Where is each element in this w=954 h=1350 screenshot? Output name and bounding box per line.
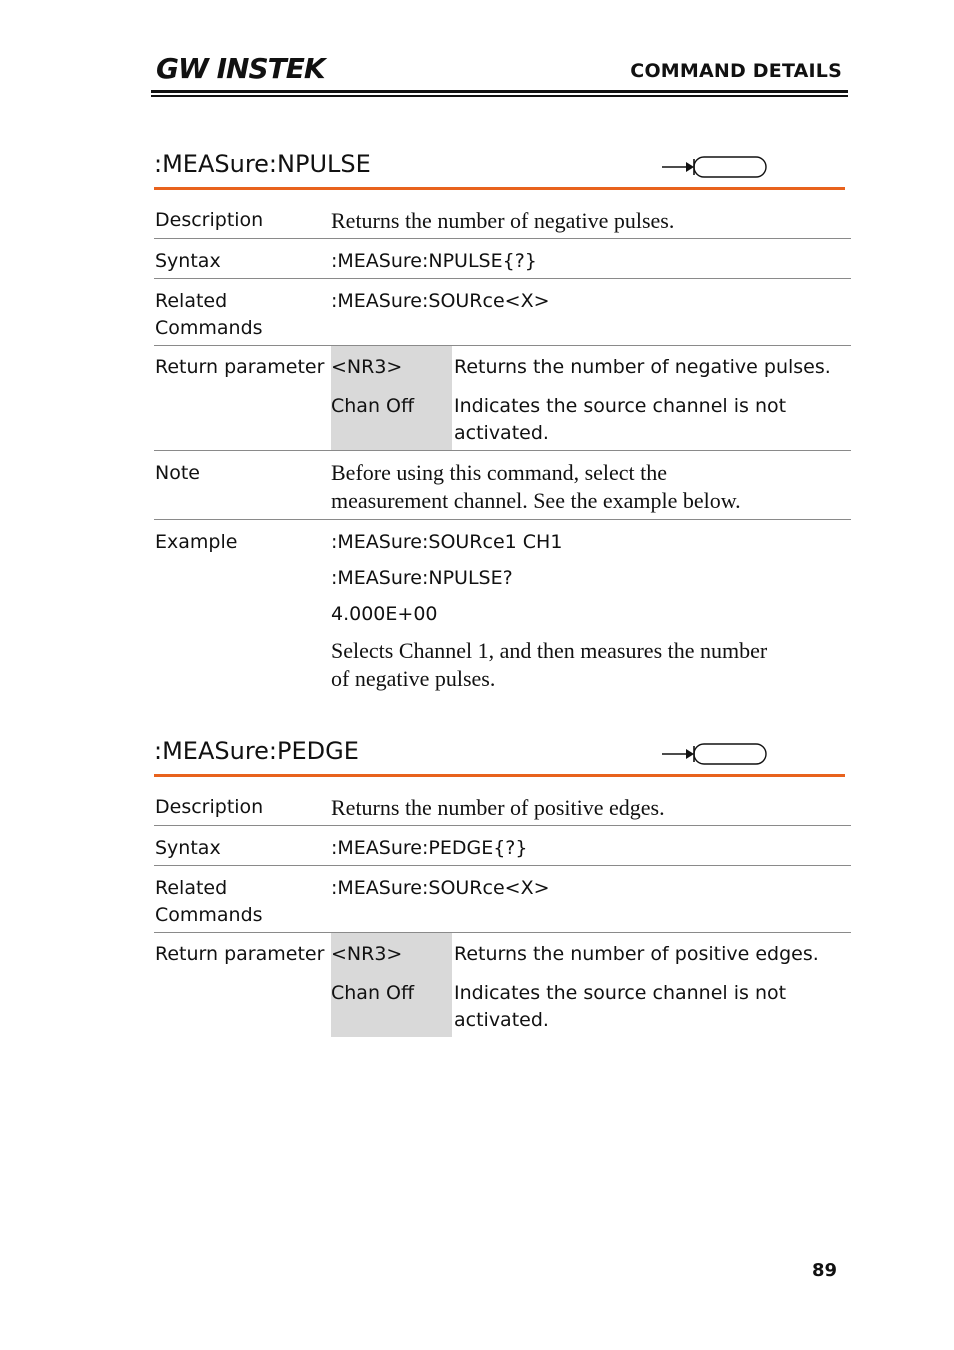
example-label: Example	[155, 531, 238, 553]
syntax-label: Syntax	[155, 837, 221, 859]
related-command: :MEASure:SOURce<X>	[331, 877, 550, 899]
row-divider	[154, 450, 851, 451]
row-divider	[154, 932, 851, 933]
example-line: 4.000E+00	[331, 603, 438, 625]
return-param-nr3: <NR3>	[331, 943, 403, 965]
query-arrow-icon	[660, 155, 768, 179]
return-param-nr3-desc: Returns the number of negative pulses.	[454, 356, 831, 378]
return-parameter-label: Return parameter	[155, 943, 325, 965]
example-line: :MEASure:SOURce1 CH1	[331, 531, 563, 553]
related-label-line2: Commands	[155, 904, 263, 926]
header-rule	[151, 90, 848, 93]
syntax-label: Syntax	[155, 250, 221, 272]
return-param-nr3-desc: Returns the number of positive edges.	[454, 943, 819, 965]
return-param-nr3: <NR3>	[331, 356, 403, 378]
row-divider	[154, 865, 851, 866]
related-label: Related	[155, 877, 228, 899]
return-param-chan-off-desc: Indicates the source channel is not	[454, 395, 787, 417]
gw-instek-logo	[156, 52, 328, 84]
related-command: :MEASure:SOURce<X>	[331, 290, 550, 312]
row-divider	[154, 825, 851, 826]
row-divider	[154, 519, 851, 520]
return-param-chan-off: Chan Off	[331, 395, 415, 417]
example-description-line2: of negative pulses.	[331, 666, 496, 691]
return-param-chan-off-desc: Indicates the source channel is not	[454, 982, 787, 1004]
header-section-title: COMMAND DETAILS	[630, 60, 842, 82]
return-parameter-label: Return parameter	[155, 356, 325, 378]
header-rule-thin	[151, 95, 848, 97]
syntax-text: :MEASure:NPULSE{?}	[331, 250, 537, 272]
related-label: Related	[155, 290, 228, 312]
command-title: :MEASure:NPULSE	[154, 150, 371, 178]
description-text: Returns the number of positive edges.	[331, 795, 665, 820]
command-title: :MEASure:PEDGE	[154, 737, 359, 765]
return-param-chan-off-desc-line2: activated.	[454, 422, 549, 444]
related-label-line2: Commands	[155, 317, 263, 339]
description-text: Returns the number of negative pulses.	[331, 208, 675, 233]
row-divider	[154, 238, 851, 239]
note-label: Note	[155, 462, 200, 484]
note-text-line2: measurement channel. See the example below.	[331, 488, 741, 513]
example-line: :MEASure:NPULSE?	[331, 567, 513, 589]
svg-text:GW INSTEK: GW INSTEK	[156, 52, 325, 84]
description-label: Description	[155, 796, 264, 818]
note-text: Before using this command, select the	[331, 460, 668, 485]
return-param-chan-off-desc-line2: activated.	[454, 1009, 549, 1031]
query-arrow-icon	[660, 742, 768, 766]
row-divider	[154, 345, 851, 346]
description-label: Description	[155, 209, 264, 231]
section-rule	[154, 774, 845, 777]
example-description: Selects Channel 1, and then measures the number	[331, 638, 768, 663]
return-param-chan-off: Chan Off	[331, 982, 415, 1004]
section-rule	[154, 187, 845, 190]
row-divider	[154, 278, 851, 279]
syntax-text: :MEASure:PEDGE{?}	[331, 837, 528, 859]
page-number: 89	[812, 1260, 838, 1281]
